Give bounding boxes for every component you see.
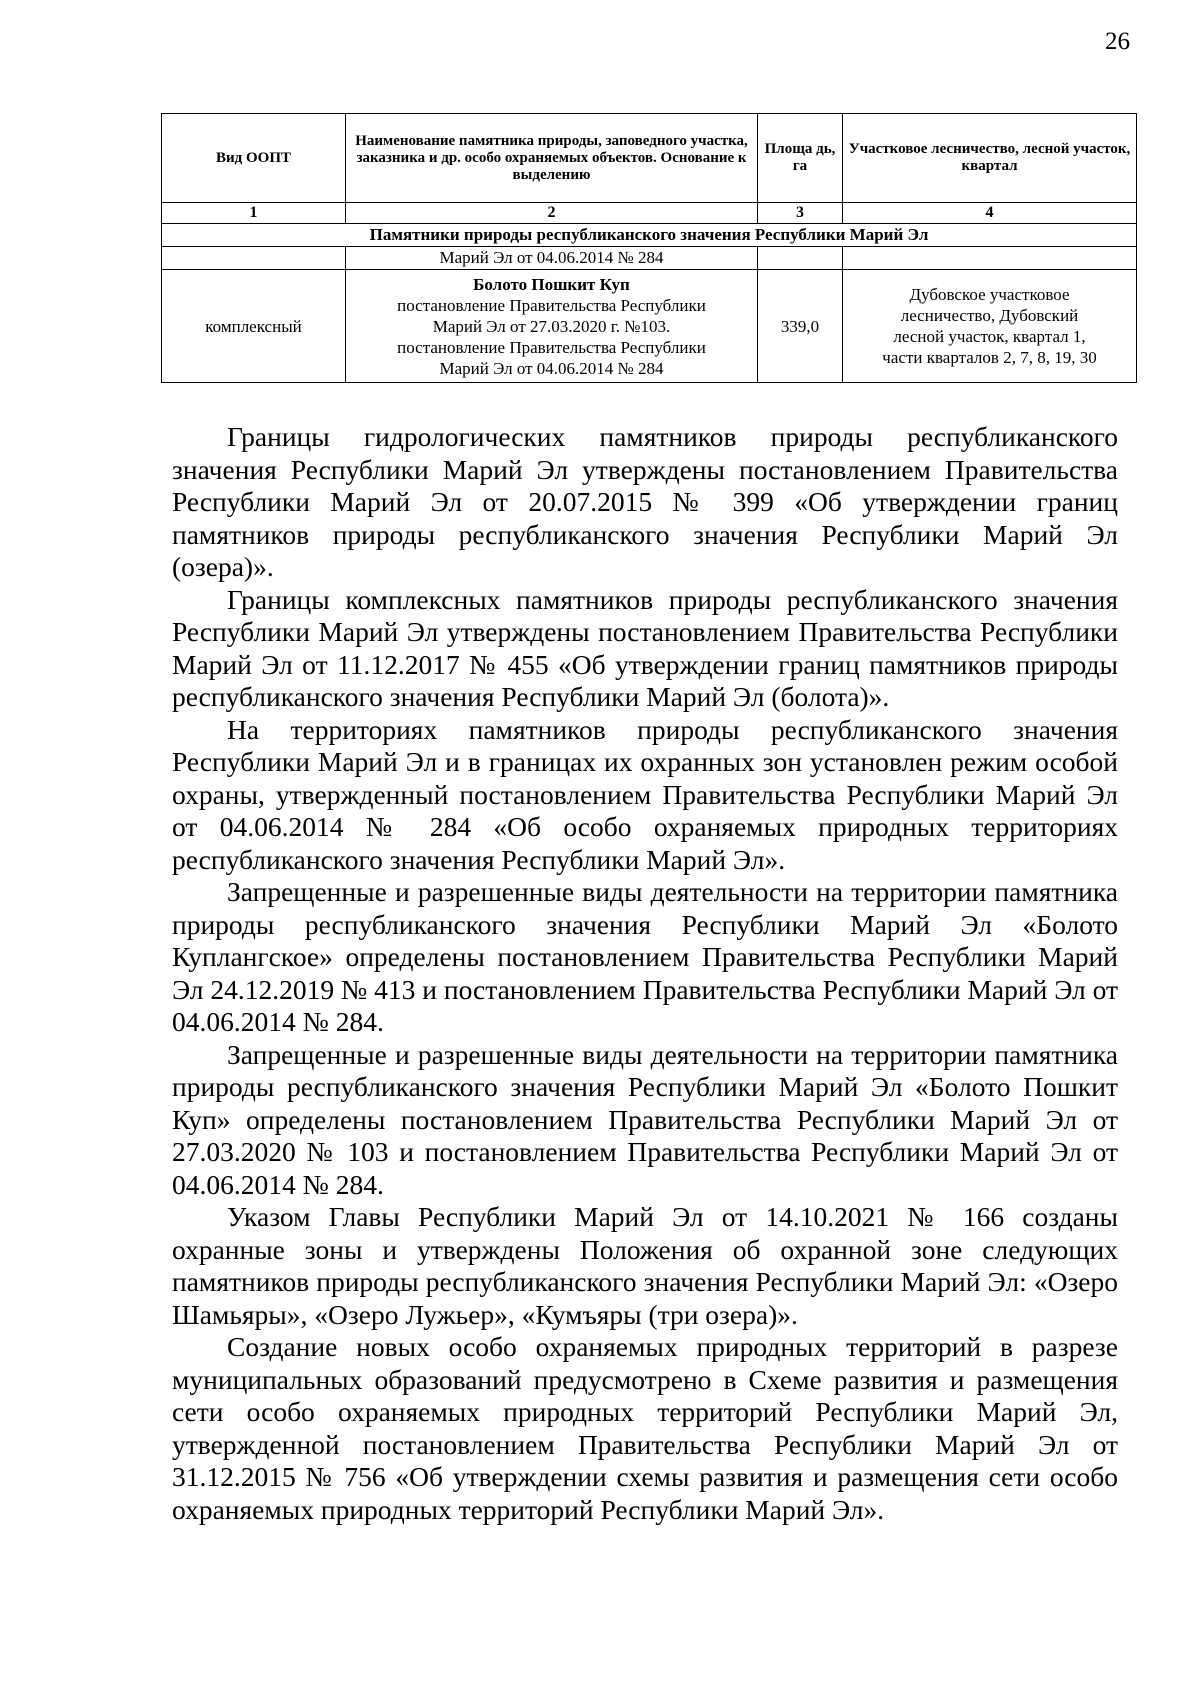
column-number: 4 [843, 203, 1137, 224]
header-area: Площа дь, га [758, 114, 843, 203]
column-number: 1 [162, 203, 346, 224]
basis-line: Марий Эл от 27.03.2020 г. №103. [432, 316, 671, 336]
forestry-line: Дубовское участковое [909, 285, 1070, 304]
oopt-table [161, 113, 1137, 383]
paragraph: Создание новых особо охраняемых природных территорий в разрезе муниципальных образований предусмотрено в Схеме развития и размещения сети особо охраняемых природных территорий Республики Марий Эл, утвержденной постановлением Правительства Республики Марий Эл от 31.12.2015 № 756 «Об утверждении схемы развития и размещения сети особо охраняемых природных территорий Республики Марий Эл». [172, 1331, 1118, 1525]
page-number: 26 [1105, 28, 1130, 55]
body-text [172, 421, 1118, 1526]
basis-line: постановление Правительства Республики [397, 295, 706, 315]
table-row [162, 270, 1137, 383]
row-forestry-cell [843, 270, 1137, 383]
column-number: 3 [758, 203, 843, 224]
basis-line: Марий Эл от 04.06.2014 № 284 [439, 358, 664, 378]
empty-cell [758, 247, 843, 270]
column-number: 2 [346, 203, 758, 224]
object-name: Болото Пошкит Куп [473, 274, 630, 294]
row-type: комплексный [162, 270, 346, 383]
section-title: Памятники природы республиканского значения Республики Марий Эл [162, 224, 1137, 247]
continuation-row [162, 247, 1137, 270]
forestry-line: лесной участок, квартал 1, [893, 327, 1086, 346]
column-number-row [162, 203, 1137, 224]
paragraph: Запрещенные и разрешенные виды деятельности на территории памятника природы республиканского значения Республики Марий Эл «Болото Куплангское» определены постановлением Правительства Республики Марий Эл 24.12.2019 № 413 и постановлением Правительства Республики Марий Эл от 04.06.2014 № 284. [172, 876, 1118, 1037]
header-name: Наименование памятника природы, заповедного участка, заказника и др. особо охраняемых объектов. Основание к выделению [346, 114, 758, 203]
continuation-text: Марий Эл от 04.06.2014 № 284 [346, 247, 758, 270]
section-title-row [162, 224, 1137, 247]
paragraph: Запрещенные и разрешенные виды деятельности на территории памятника природы республиканского значения Республики Марий Эл «Болото Пошкит Куп» определены постановлением Правительства Республики Марий Эл от 27.03.2020 № 103 и постановлением Правительства Республики Марий Эл от 04.06.2014 № 284. [172, 1038, 1118, 1200]
paragraph: Границы комплексных памятников природы республиканского значения Республики Марий Эл утверждены постановлением Правительства Республики Марий Эл от 11.12.2017 № 455 «Об утверждении границ памятников природы республиканского значения Республики Марий Эл (болота)». [172, 583, 1118, 712]
paragraph: Указом Главы Республики Марий Эл от 14.10.2021 № 166 созданы охранные зоны и утверждены Положения об охранной зоне следующих памятников природы республиканского значения Республики Марий Эл: «Озеро Шамьяры», «Озеро Лужьер», «Кумъяры (три озера)». [172, 1201, 1118, 1330]
paragraph: Границы гидрологических памятников природы республиканского значения Республики Марий Эл утверждены постановлением Правительства Республики Марий Эл от 20.07.2015 № 399 «Об утверждении границ памятников природы республиканского значения Республики Марий Эл (озера)». [172, 421, 1118, 582]
empty-cell [843, 247, 1137, 270]
forestry-line: части кварталов 2, 7, 8, 19, 30 [882, 348, 1097, 367]
header-forestry: Участковое лесничество, лесной участок, квартал [843, 114, 1137, 203]
empty-cell [162, 247, 346, 270]
paragraph: На территориях памятников природы республиканского значения Республики Марий Эл и в границах их охранных зон установлен режим особой охраны, утвержденный постановлением Правительства Республики Марий Эл от 04.06.2014 № 284 «Об особо охраняемых природных территориях республиканского значения Республики Марий Эл». [172, 713, 1118, 875]
basis-line: постановление Правительства Республики [397, 337, 706, 357]
table-header-row [162, 114, 1137, 203]
row-area: 339,0 [758, 270, 843, 383]
row-name-cell [346, 270, 758, 383]
header-type: Вид ООПТ [162, 114, 346, 203]
forestry-line: лесничество, Дубовский [900, 306, 1079, 325]
